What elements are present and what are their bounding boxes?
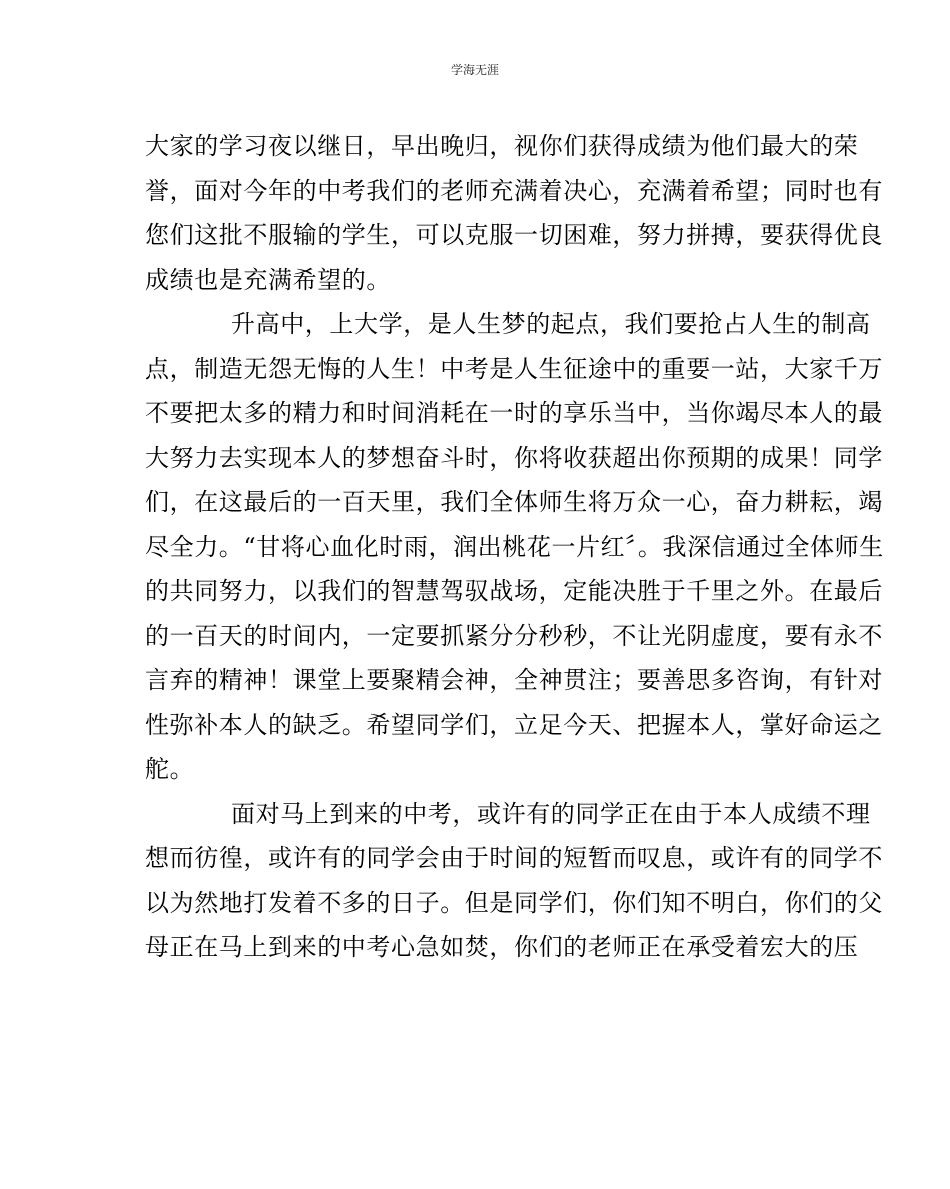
text-line: 誉，面对今年的中考我们的老师充满着决心，充满着希望；同时也有 bbox=[145, 176, 883, 205]
text-line: 您们这批不服输的学生，可以克服一切困难，努力拼搏，要获得优良 bbox=[145, 221, 883, 249]
text-line: 言弃的精神！课堂上要聚精会神，全神贯注；要善思多咨询，有针对 bbox=[145, 666, 883, 694]
text-line: 的一百天的时间内，一定要抓紧分分秒秒，不让光阴虚度，要有永不 bbox=[145, 621, 883, 650]
paragraph-3 bbox=[145, 792, 883, 970]
text-line: 面对马上到来的中考，或许有的同学正在由于本人成绩不理 bbox=[231, 799, 871, 828]
text-line: 不要把太多的精力和时间消耗在一时的享乐当中，当你竭尽本人的最 bbox=[145, 399, 883, 427]
text-line: 舵。 bbox=[145, 755, 195, 783]
text-line: 以为然地打发着不多的日子。但是同学们，你们知不明白，你们的父 bbox=[145, 888, 883, 917]
paragraph-1 bbox=[145, 124, 883, 302]
text-line: 们，在这最后的一百天里，我们全体师生将万众一心，奋力耕耘，竭 bbox=[145, 488, 883, 516]
document-body bbox=[145, 124, 884, 970]
text-line: 点，制造无怨无悔的人生！中考是人生征途中的重要一站，大家千万 bbox=[145, 354, 883, 383]
text-line: 成绩也是充满希望的。 bbox=[145, 265, 391, 294]
text-line: 母正在马上到来的中考心急如焚，你们的老师正在承受着宏大的压 bbox=[145, 933, 859, 961]
text-line: 大家的学习夜以继日，早出晚归，视你们获得成绩为他们最大的荣 bbox=[145, 132, 859, 160]
text-line: 尽全力。“甘将心血化时雨，润出桃花一片红〞。我深信通过全体师生 bbox=[145, 532, 884, 561]
text-line: 想而彷徨，或许有的同学会由于时间的短暂而叹息，或许有的同学不 bbox=[145, 844, 883, 872]
text-line: 性弥补本人的缺乏。希望同学们，立足今天、把握本人，掌好命运之 bbox=[145, 710, 883, 739]
text-line: 升高中，上大学，是人生梦的起点，我们要抢占人生的制高 bbox=[231, 310, 871, 338]
paragraph-2 bbox=[145, 302, 884, 792]
text-line: 的共同努力，以我们的智慧驾驭战场，定能决胜于千里之外。在最后 bbox=[145, 577, 883, 605]
page-header: 学海无涯 bbox=[450, 63, 499, 77]
text-line: 大努力去实现本人的梦想奋斗时，你将收获超出你预期的成果！同学 bbox=[145, 443, 883, 472]
